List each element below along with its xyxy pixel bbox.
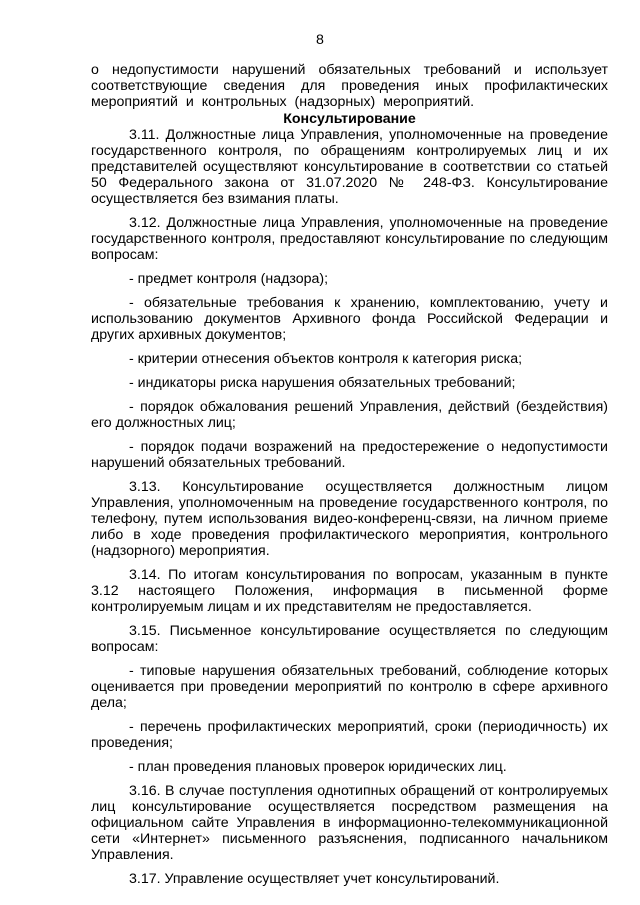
paragraph-3-17: 3.17. Управление осуществляет учет консультирований. (129, 871, 500, 887)
list-item: - план проведения плановых проверок юридических лиц. (129, 759, 507, 775)
list-item: - типовые нарушения обязательных требований, соблюдение которых оценивается при проведении мероприятий по контролю в сфере архивного дела; (91, 663, 608, 711)
paragraph-3-14: 3.14. По итогам консультирования по вопросам, указанным в пункте 3.12 настоящего Положения, информация в письменной форме контролируемым лицам и их представителям не предоставляется. (91, 567, 608, 615)
paragraph-3-15: 3.15. Письменное консультирование осуществляется по следующим вопросам: (91, 623, 608, 655)
list-item: - обязательные требования к хранению, комплектованию, учету и использованию документов Архивного фонда Российской Федерации и других архивных документов; (91, 295, 608, 343)
document-body (91, 62, 608, 887)
list-item: - критерии отнесения объектов контроля к категория риска; (129, 351, 523, 367)
list-item: - порядок подачи возражений на предостережение о недопустимости нарушений обязательных требований. (91, 439, 608, 471)
paragraph-3-12: 3.12. Должностные лица Управления, уполномоченные на проведение государственного контроля, предоставляют консультирование по следующим вопросам: (91, 215, 608, 263)
paragraph-3-16: 3.16. В случае поступления однотипных обращений от контролируемых лиц консультирование осуществляется посредством размещения на официальном сайте Управления в информационно-телекоммуникационной сети «Интернет» письменного разъяснения, подписанного начальником Управления. (91, 783, 608, 863)
intro-paragraph: о недопустимости нарушений обязательных требований и использует соответствующие сведения для проведения иных профилактических мероприятий и контрольных (надзорных) мероприятий. (91, 62, 608, 110)
list-item: - предмет контроля (надзора); (129, 271, 329, 287)
list-item: - перечень профилактических мероприятий, сроки (периодичность) их проведения; (91, 719, 608, 751)
paragraph-3-13: 3.13. Консультирование осуществляется должностным лицом Управления, уполномоченным на проведение государственного контроля, по телефону, путем использования видео-конференц-связи, на личном приеме либо в ходе проведения профилактического мероприятия, контрольного (надзорного) мероприятия. (91, 479, 608, 559)
list-item: - порядок обжалования решений Управления, действий (бездействия) его должностных лиц; (91, 399, 608, 431)
section-title: Консультирование (283, 111, 416, 127)
page-number: 8 (316, 32, 324, 48)
list-item: - индикаторы риска нарушения обязательных требований; (129, 375, 516, 391)
paragraph-3-11: 3.11. Должностные лица Управления, уполномоченные на проведение государственного контроля, по обращениям контролируемых лиц и их представителей осуществляют консультирование в соответствии со статьей 50 Федерального закона от 31.07.2020 № 248-ФЗ. Консультирование осуществляется без взимания платы. (91, 127, 608, 207)
